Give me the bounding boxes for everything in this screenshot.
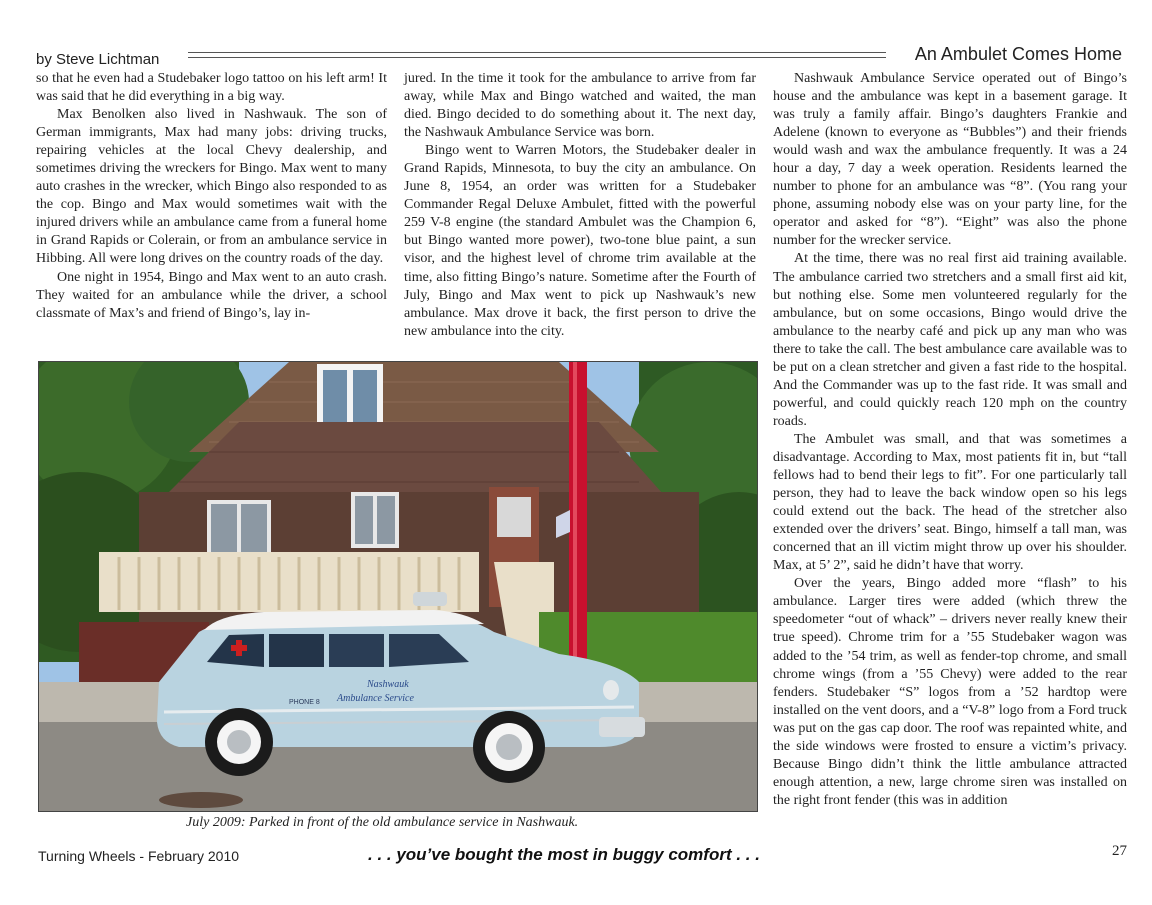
paragraph: Bingo went to Warren Motors, the Studebaker dealer in Grand Rapids, Minnesota, to buy the city an ambulance. On June 8, 1954, an order was written for a Studebaker Commander Regal Deluxe Ambulet, fitted with the powerful 259 V-8 engine (the standard Ambulet was the Champion 6, but Bingo wanted more power), two-tone blue paint, a sun visor, and the highest level of chrome trim available at the time, also fitting Bingo’s nature. Sometime after the Fourth of July, Bingo and Max went to pick up Nashwauk’s new ambulance. Max drove it back, the first person to drive the new ambulance into the city. [404, 143, 756, 339]
footer-slogan: . . . you’ve bought the most in buggy comfort . . . [368, 845, 760, 864]
paragraph: Max Benolken also lived in Nashwauk. The son of German immigrants, Max had many jobs: driving trucks, repairing vehicles at the local Chevy dealership, and sometimes driving the wreckers for Bingo. Max went to many auto crashes in the wrecker, which Bingo also responded to as the cop. Bingo and Max would sometimes wait with the injured drivers while an ambulance came from a funeral home in Grand Rapids or Colerain, or from an ambulance service in Hibbing. All were long drives on the country roads of the day. [36, 107, 387, 267]
column-1 [36, 70, 387, 323]
paragraph: The Ambulet was small, and that was sometimes a disadvantage. According to Max, most patients fit in, but “tall fellows had to bend their legs to fit”. For one particularly tall person, they had to leave the back window open so his legs could extend out the back. The head of the stretcher also extended over the drivers’ seat. Bingo, himself a tall man, was concerned that an ill victim might throw up over his shoulder. Max, at 5’ 2”, said he didn’t have that worry. [773, 431, 1127, 574]
paragraph: One night in 1954, Bingo and Max went to an auto crash. They waited for an ambulance while the driver, a school classmate of Max’s and friend of Bingo’s, lay in- [36, 269, 387, 321]
article-title: An Ambulet Comes Home [914, 44, 1122, 64]
door-text-1: Nashwauk [367, 679, 409, 690]
paragraph: jured. In the time it took for the ambulance to arrive from far away, while Max and Bingo watched and waited, the man died. Bingo decided to do something about it. The next day, the Nashwauk Ambulance Service was born. [404, 71, 756, 141]
column-3 [773, 70, 1127, 810]
phone-text: PHONE 8 [289, 699, 320, 706]
page-number: 27 [1112, 843, 1127, 859]
header-rule [188, 52, 886, 58]
photo-caption: July 2009: Parked in front of the old ambulance service in Nashwauk. [186, 815, 579, 830]
door-text-2: Ambulance Service [337, 693, 414, 704]
paragraph: Nashwauk Ambulance Service operated out of Bingo’s house and the ambulance was kept in a basement garage. It was truly a family affair. Bingo’s daughters Frankie and Adelene (known to everyone as “Bubbles”) and their friends would wash and wax the ambulance frequently. It was a 24 hour a day, 7 day a week operation. Residents learned the number to phone for an ambulance was “8”. (You rang your phone, assuming nobody else was on your party line, for the operator and asked for “8”). “Eight” was also the phone number for the wrecker service. [773, 71, 1127, 249]
column-2 [404, 70, 756, 341]
ambulance-photo [38, 361, 758, 812]
paragraph: At the time, there was no real first aid training available. The ambulance carried two stretchers and a small first aid kit, but nothing else. Some men volunteered regularly for the ambulance, but on some occasions, Bingo would drive the ambulance to the nearby café and pick up any man who was there to take the call. The best ambulance care available was to be put on a clean stretcher and given a fast ride to the hospital. And the Commander was up to the fast ride. It was small and powerful, and could quickly reach 120 mph on the country roads. [773, 251, 1127, 429]
byline: by Steve Lichtman [36, 51, 160, 68]
paragraph: Over the years, Bingo added more “flash” to his ambulance. Larger tires were added (which threw the speedometer “out of whack” – drivers never really knew their true speed). Chrome trim for a ’55 Studebaker wagon was added to the ’54 trim, as well as fender-top chrome, and small chrome wings (from a ’55 Chevy) were added to the rear fenders. Studebaker “S” logos from a ’52 hardtop were installed on the vent doors, and a “V-8” logo from a Ford truck was put on the gas cap door. The roof was repainted white, and the side windows were frosted to ensure a victim’s privacy. Because Bingo didn’t think the little ambulance attracted enough attention, a new, large chrome siren was installed on the right front fender (this was in addition [773, 576, 1127, 808]
paragraph: so that he even had a Studebaker logo tattoo on his left arm! It was said that he did everything in a big way. [36, 71, 387, 105]
footer-publication: Turning Wheels - February 2010 [38, 848, 240, 864]
